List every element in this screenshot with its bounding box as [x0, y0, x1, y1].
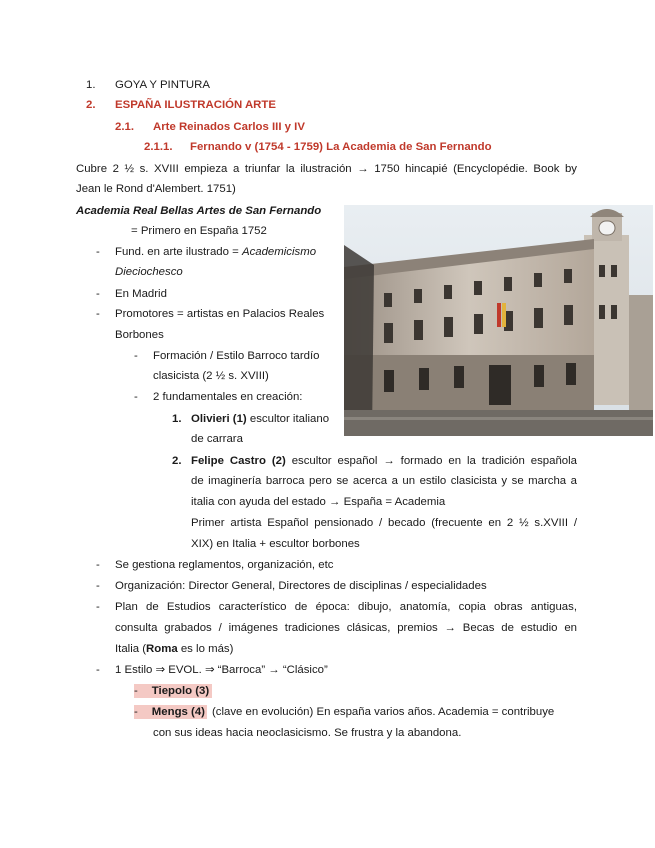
highlight-mengs: [134, 705, 207, 719]
highlight-tiepolo: [134, 684, 212, 698]
outline-heading-2-1: Arte Reinados Carlos III y IV: [153, 121, 305, 133]
academy-promoters-2: Borbones: [115, 329, 164, 341]
outline-num-2: 2.: [86, 99, 96, 111]
bullet-dash: -: [96, 664, 100, 676]
castro-desc: escultor español → formado en la tradición española: [285, 455, 577, 467]
mengs-name: Mengs (4): [151, 706, 205, 718]
academy-madrid: En Madrid: [115, 288, 167, 300]
academy-formation-2: clasicista (2 ½ s. XVIII): [153, 370, 269, 382]
plan-roma: Roma: [146, 643, 178, 655]
bullet-dash: -: [134, 391, 138, 403]
academy-fund-style: Academicismo: [241, 246, 317, 258]
academy-title: Academia Real Bellas Artes de San Fernando: [76, 205, 322, 217]
castro-line: [191, 454, 577, 468]
bullet-organizacion: Organización: Director General, Directores de disciplinas / especialidades: [115, 580, 487, 592]
plan-text: Italia (: [115, 643, 147, 655]
intro-line-2: Jean le Rond d'Alembert. 1751): [76, 183, 236, 195]
bullet-plan: Plan de Estudios característico de época: dibujo, anatomía, copia obras antiguas,: [115, 601, 577, 613]
academy-fund-text: Fund. en arte ilustrado =: [115, 246, 242, 258]
olivieri-name: Olivieri (1): [191, 413, 247, 425]
academy-building-photo: [344, 205, 653, 436]
outline-heading-1: GOYA Y PINTURA: [115, 79, 210, 91]
intro-line-1: Cubre 2 ½ s. XVIII empieza a triunfar la ilustración → 1750 hincapié (Encyclopédie. Book by: [76, 163, 577, 175]
castro-name: Felipe Castro (2): [191, 455, 286, 467]
academy-two-founders: 2 fundamentales en creación:: [153, 391, 303, 403]
bullet-dash: -: [134, 706, 138, 718]
list-num-1: 1.: [172, 413, 182, 425]
bullet-dash: -: [96, 308, 100, 320]
outline-heading-2-1-1: Fernando v (1754 - 1759) La Academia de San Fernando: [190, 141, 492, 153]
academy-fund-style-2: Dieciochesco: [115, 266, 183, 278]
tiepolo-name: Tiepolo (3): [151, 685, 210, 697]
outline-num-2-1-1: 2.1.1.: [144, 141, 173, 153]
olivieri-desc-2: de carrara: [191, 433, 243, 445]
bullet-dash: -: [96, 246, 100, 258]
castro-desc-4: Primer artista Español pensionado / becado (frecuente en 2 ½ s.XVIII /: [191, 517, 577, 529]
bullet-plan-3: [115, 642, 233, 656]
outline-num-2-1: 2.1.: [115, 121, 134, 133]
bullet-plan-2: consulta grabados / imágenes tradiciones clásicas, premios → Becas de estudio en: [115, 622, 577, 634]
plan-text-end: es lo más): [177, 643, 234, 655]
bullet-estilo: 1 Estilo ⇒ EVOL. ⇒ “Barroca” → “Clásico”: [115, 664, 328, 676]
bullet-dash: -: [134, 685, 138, 697]
bullet-dash: -: [96, 559, 100, 571]
bullet-dash: -: [96, 288, 100, 300]
academy-fund-line: [115, 245, 316, 259]
mengs-desc-2: con sus ideas hacia neoclasicismo. Se frustra y la abandona.: [153, 727, 462, 739]
bullet-reglamentos: Se gestiona reglamentos, organización, etc: [115, 559, 334, 571]
castro-desc-3: italia con ayuda del estado → España = Academia: [191, 496, 446, 508]
academy-first: = Primero en España 1752: [131, 225, 267, 237]
castro-desc-5: XIX) en Italia + escultor borbones: [191, 538, 360, 550]
bullet-dash: -: [134, 350, 138, 362]
bullet-dash: -: [96, 580, 100, 592]
outline-num-1: 1.: [86, 79, 96, 91]
olivieri-desc: escultor italiano: [246, 413, 330, 425]
olivieri-line: [191, 412, 329, 426]
academy-promoters: Promotores = artistas en Palacios Reales: [115, 308, 325, 320]
bullet-dash: -: [96, 601, 100, 613]
academy-formation: Formación / Estilo Barroco tardío: [153, 350, 320, 362]
list-num-2: 2.: [172, 455, 182, 467]
outline-heading-2: ESPAÑA ILUSTRACIÓN ARTE: [115, 99, 276, 111]
castro-desc-2: de imaginería barroca pero se acerca a un estilo clasicista y se marcha a: [191, 475, 577, 487]
mengs-desc: (clave en evolución) En españa varios años. Academia = contribuye: [212, 706, 555, 718]
